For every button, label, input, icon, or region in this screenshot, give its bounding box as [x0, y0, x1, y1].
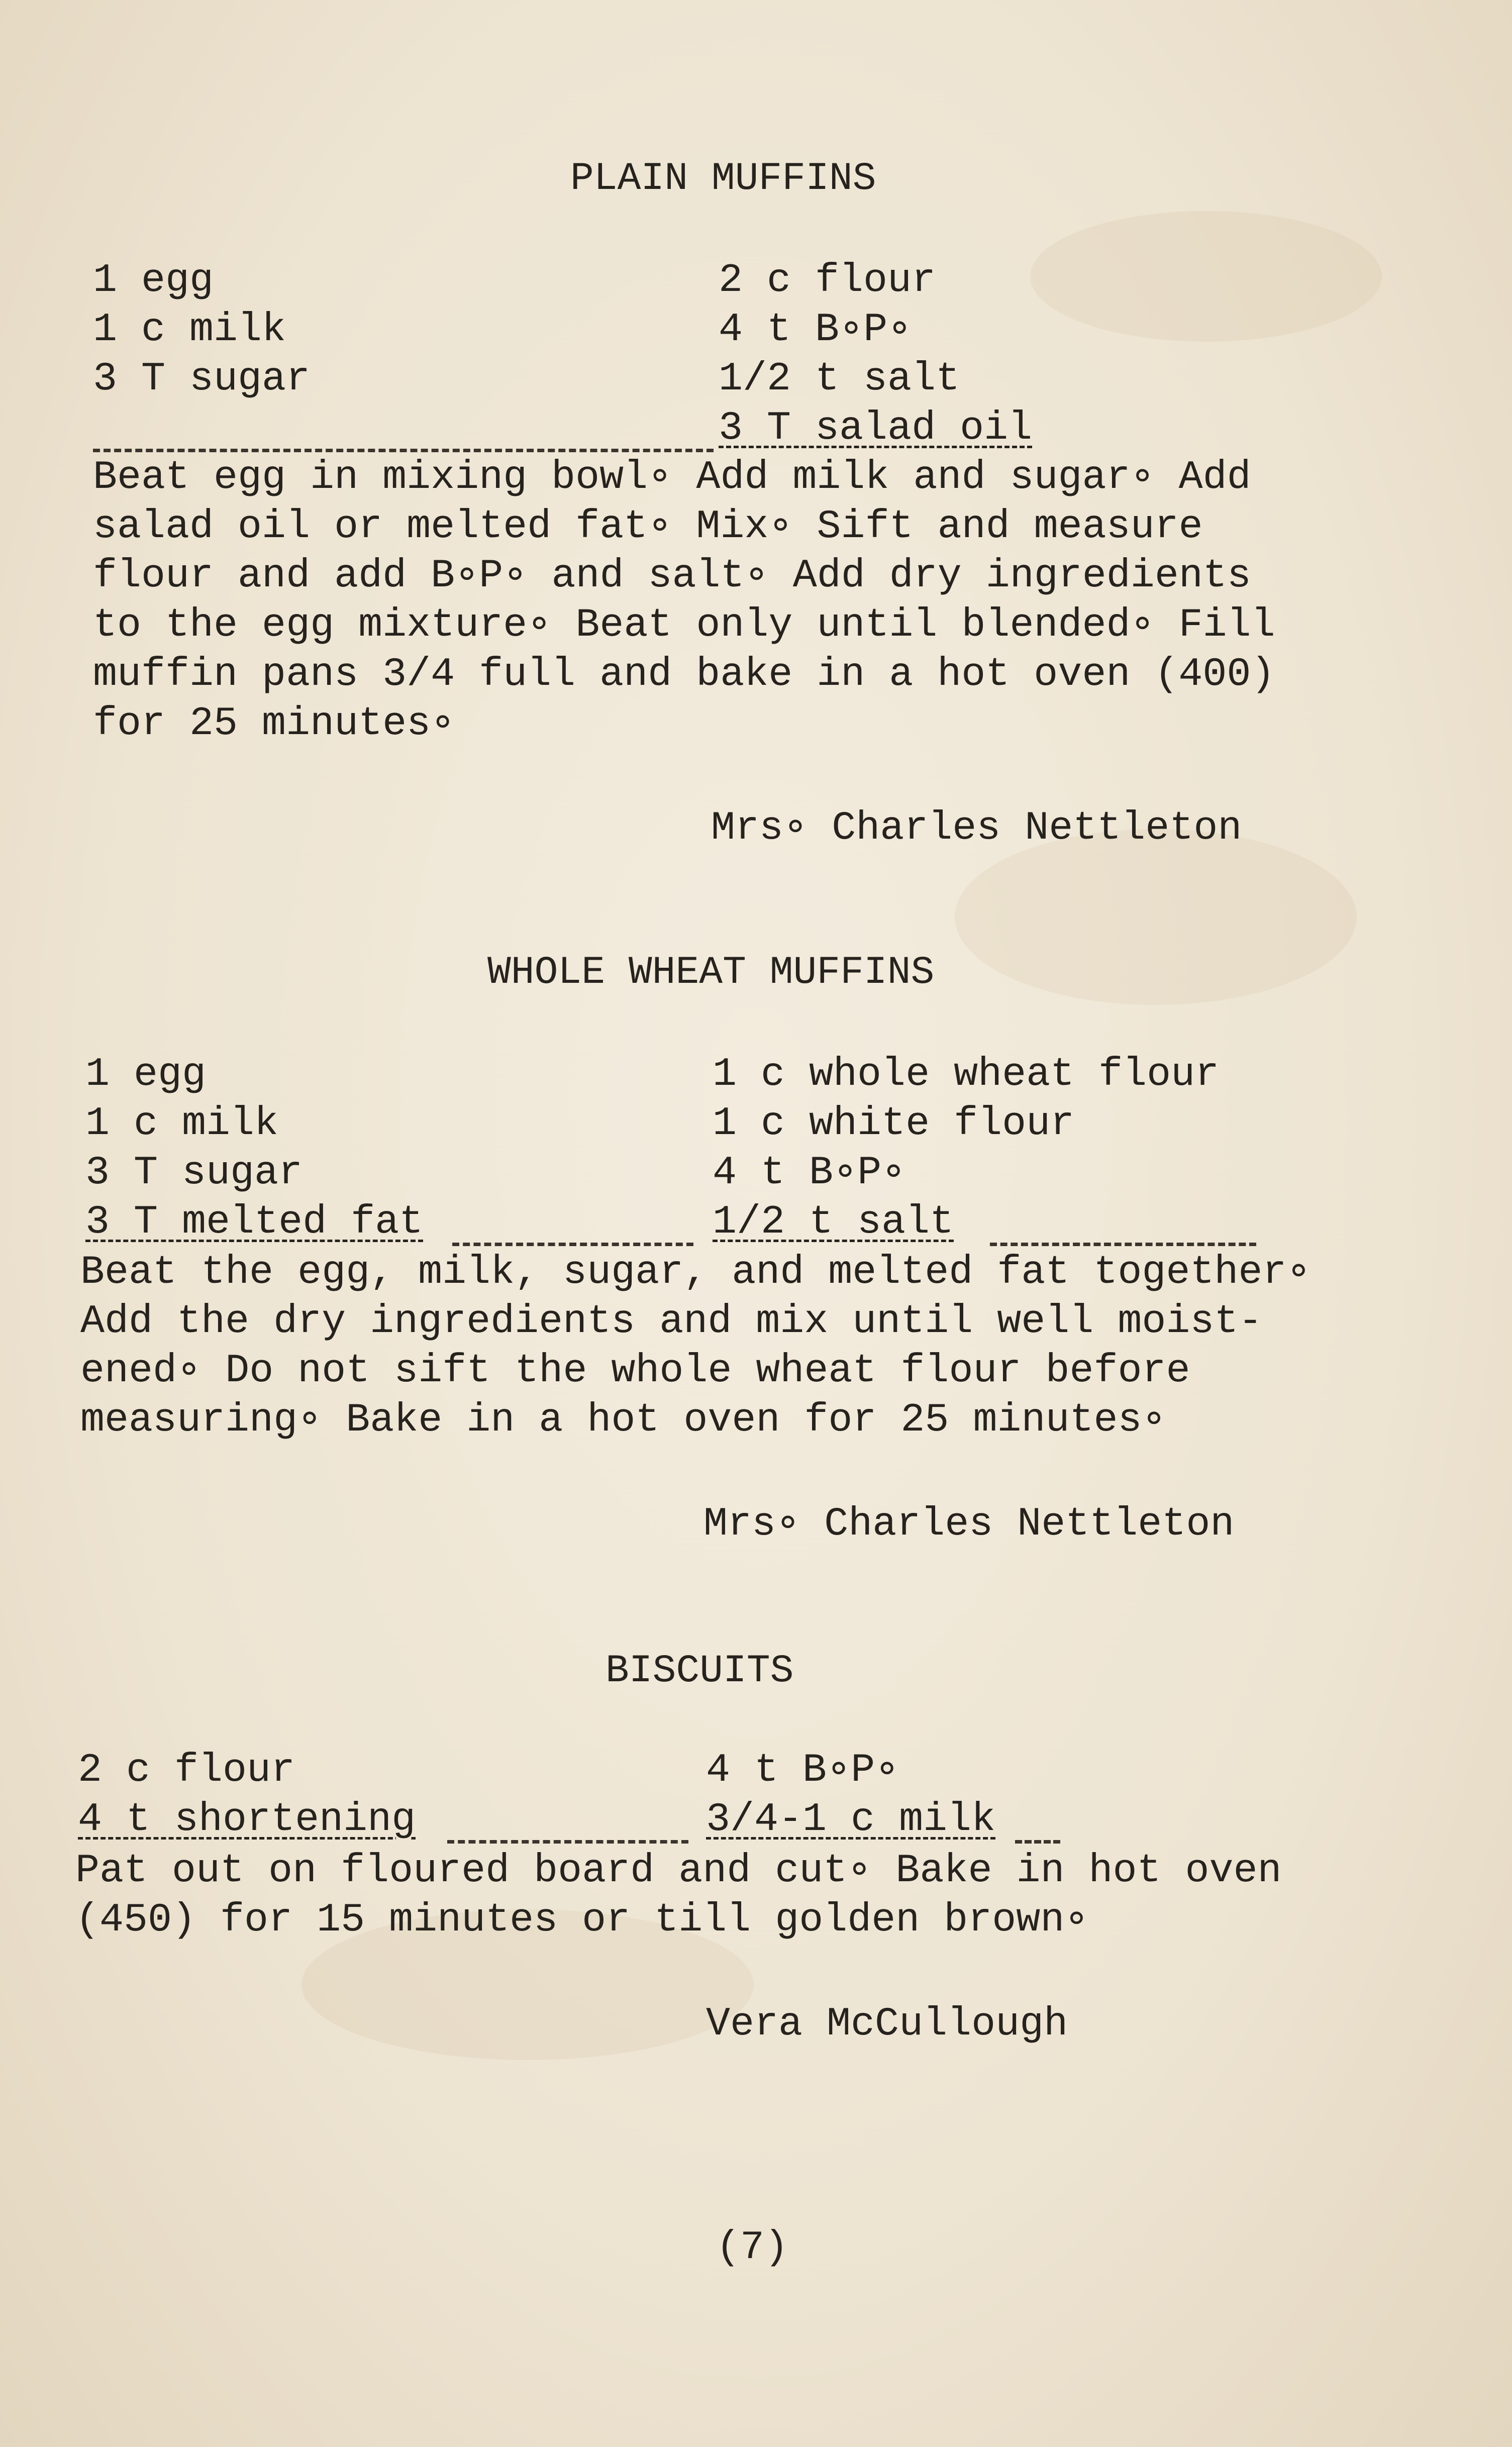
- page-number: (7): [716, 2225, 789, 2271]
- ingredient: 3 T salad oil: [719, 405, 1033, 451]
- ingredient: 1 c whole wheat flour: [713, 1052, 1220, 1097]
- recipe-title: PLAIN MUFFINS: [570, 157, 876, 201]
- ingredient: 1 egg: [85, 1052, 207, 1097]
- ingredient: 4 t B∘P∘: [713, 1150, 906, 1196]
- instruction-line: for 25 minutes∘: [93, 701, 455, 747]
- instruction-line: Pat out on floured board and cut∘ Bake in hot oven: [75, 1848, 1282, 1894]
- instruction-line: (450) for 15 minutes or till golden brown∘: [75, 1897, 1089, 1943]
- instruction-line: flour and add B∘P∘ and salt∘ Add dry ingredients: [93, 553, 1251, 599]
- divider-dashes: [1015, 1840, 1060, 1844]
- recipe-title: BISCUITS: [606, 1649, 794, 1693]
- ingredient: 4 t shortening: [78, 1797, 416, 1843]
- instruction-line: measuring∘ Bake in a hot oven for 25 minutes∘: [80, 1397, 1166, 1443]
- ingredient: 4 t B∘P∘: [719, 307, 912, 353]
- instruction-line: Beat the egg, milk, sugar, and melted fat together∘: [80, 1250, 1311, 1295]
- ingredient: 3/4-1 c milk: [706, 1797, 996, 1843]
- ingredient: 3 T melted fat: [85, 1199, 424, 1245]
- ingredient: 1/2 t salt: [713, 1199, 954, 1245]
- divider-dashes: [990, 1243, 1256, 1246]
- ingredient: 1 c white flour: [713, 1101, 1075, 1147]
- ingredient: 1 c milk: [85, 1101, 279, 1147]
- recipe-author: Mrs∘ Charles Nettleton: [711, 805, 1242, 851]
- recipe-author: Mrs∘ Charles Nettleton: [703, 1501, 1235, 1547]
- ingredient: 3 T sugar: [85, 1150, 303, 1196]
- recipe-author: Vera McCullough: [706, 2001, 1068, 2047]
- instruction-line: ened∘ Do not sift the whole wheat flour before: [80, 1348, 1190, 1394]
- divider-dashes: [452, 1243, 693, 1246]
- ingredient: 3 T sugar: [93, 356, 311, 402]
- paper-stain: [955, 829, 1357, 1005]
- instruction-line: salad oil or melted fat∘ Mix∘ Sift and measure: [93, 504, 1203, 550]
- instruction-line: muffin pans 3/4 full and bake in a hot oven (400): [93, 652, 1275, 697]
- ingredient: 1/2 t salt: [719, 356, 960, 402]
- recipe-title: WHOLE WHEAT MUFFINS: [487, 951, 935, 995]
- divider-dashes: [447, 1840, 688, 1844]
- ingredient: 1 egg: [93, 258, 214, 303]
- instruction-line: to the egg mixture∘ Beat only until blended∘ Fill: [93, 602, 1275, 648]
- ingredient: 1 c milk: [93, 307, 286, 353]
- ingredient: 2 c flour: [78, 1748, 295, 1793]
- divider-dashes: [93, 449, 714, 452]
- instruction-line: Add the dry ingredients and mix until well moist-: [80, 1299, 1263, 1345]
- ingredient: 4 t B∘P∘: [706, 1748, 899, 1793]
- ingredient: 2 c flour: [719, 258, 936, 303]
- paper-stain: [1030, 211, 1382, 342]
- instruction-line: Beat egg in mixing bowl∘ Add milk and sugar∘ Add: [93, 455, 1251, 500]
